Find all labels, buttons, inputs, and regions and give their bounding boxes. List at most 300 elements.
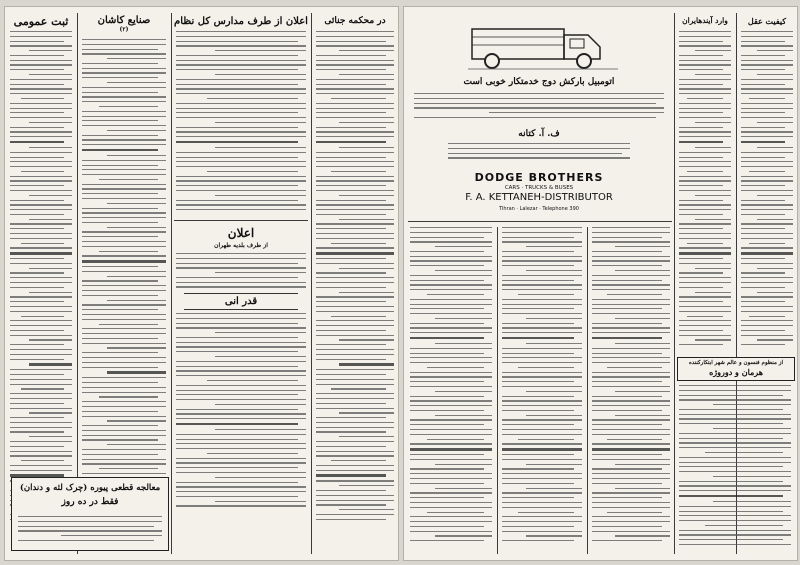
text-line — [176, 108, 306, 109]
text-line — [410, 251, 484, 252]
text-line — [82, 314, 166, 315]
text-line — [741, 41, 785, 42]
text-line — [607, 512, 662, 513]
text-line — [592, 232, 670, 233]
text-line — [10, 41, 64, 42]
text-line — [679, 414, 791, 415]
text-line — [410, 256, 492, 257]
text-line — [10, 93, 72, 94]
text-line — [316, 84, 386, 85]
text-line — [592, 313, 670, 314]
text-line — [679, 214, 723, 215]
text-line — [176, 209, 306, 210]
text-line — [207, 171, 298, 172]
text-line — [749, 171, 785, 172]
text-line — [10, 272, 64, 273]
text-line — [82, 425, 158, 426]
text-line — [695, 195, 731, 196]
text-line — [215, 50, 306, 51]
text-line — [215, 122, 306, 123]
text-line — [592, 284, 670, 285]
text-line — [679, 152, 731, 153]
text-line — [10, 180, 72, 181]
text-line — [82, 454, 158, 455]
text-line — [741, 55, 785, 56]
text-line — [99, 179, 158, 180]
text-line — [10, 359, 64, 360]
text-line — [10, 233, 72, 234]
text-line — [741, 330, 785, 331]
text-line — [435, 464, 492, 465]
text-line — [10, 36, 72, 37]
text-line — [592, 376, 670, 377]
text-line — [679, 534, 791, 535]
text-line — [316, 490, 386, 491]
text-line — [448, 157, 630, 158]
text-line — [592, 353, 662, 354]
text-line — [410, 357, 492, 358]
dodge-brothers-ad — [408, 11, 670, 217]
text-line — [10, 136, 72, 137]
truck-illustration — [468, 17, 618, 72]
text-line — [316, 60, 394, 61]
text-line — [592, 304, 670, 305]
text-line — [526, 535, 582, 536]
text-line — [316, 504, 386, 505]
text-line — [410, 483, 484, 484]
text-line — [82, 333, 166, 334]
text-line — [82, 193, 158, 194]
text-line — [316, 152, 394, 153]
text-line — [316, 108, 394, 109]
text-line — [713, 428, 791, 429]
text-line — [518, 439, 574, 440]
text-line — [410, 332, 492, 333]
text-line — [29, 436, 72, 437]
text-line — [705, 525, 783, 526]
text-line — [82, 241, 166, 242]
text-line — [592, 540, 662, 541]
text-line — [757, 195, 793, 196]
text-line — [10, 64, 72, 65]
text-line — [695, 268, 731, 269]
text-line — [82, 160, 166, 161]
text-line — [10, 258, 64, 259]
text-line — [435, 270, 492, 271]
text-line — [713, 404, 791, 405]
text-line — [176, 491, 306, 492]
text-line — [414, 93, 664, 94]
text-line — [757, 50, 793, 51]
text-line — [679, 238, 731, 239]
text-line — [410, 405, 492, 406]
text-line — [414, 117, 656, 118]
text-line — [502, 280, 574, 281]
text-line — [741, 93, 793, 94]
text-line — [679, 277, 731, 278]
text-line — [502, 376, 582, 377]
text-line — [82, 280, 158, 281]
column-subheading: (۲) — [119, 26, 129, 33]
text-line — [592, 251, 662, 252]
text-line — [435, 488, 492, 489]
text-line — [82, 101, 166, 102]
text-line — [316, 141, 386, 143]
text-line — [82, 367, 158, 368]
text-line — [316, 233, 394, 234]
text-line — [82, 139, 166, 140]
text-line — [679, 176, 731, 177]
text-line — [316, 252, 394, 254]
text-line — [741, 79, 793, 80]
text-line — [82, 285, 166, 286]
text-line — [502, 410, 574, 411]
text-line — [82, 435, 166, 436]
text-line — [526, 343, 582, 344]
text-line — [82, 217, 166, 218]
text-line — [502, 289, 582, 290]
text-line — [10, 88, 72, 89]
text-line — [410, 260, 492, 261]
text-line — [316, 36, 394, 37]
text-line — [679, 166, 731, 167]
text-line — [741, 103, 793, 104]
text-line — [176, 200, 298, 201]
text-line — [502, 241, 582, 242]
text-line — [679, 223, 731, 224]
text-line — [410, 232, 492, 233]
text-line — [316, 514, 394, 515]
text-line — [592, 424, 662, 425]
text-line — [502, 419, 582, 420]
text-line — [615, 464, 670, 465]
text-line — [339, 122, 394, 123]
text-line — [741, 311, 793, 312]
text-line — [695, 147, 731, 148]
text-line — [713, 476, 791, 477]
text-line — [316, 301, 386, 302]
text-line — [679, 228, 723, 229]
text-line — [316, 161, 394, 162]
text-line — [316, 384, 394, 385]
text-line — [339, 363, 394, 365]
text-line — [176, 41, 298, 42]
text-line — [176, 253, 306, 254]
text-line — [679, 433, 791, 434]
text-line — [679, 462, 791, 463]
text-line — [316, 403, 386, 404]
text-line — [410, 526, 484, 527]
text-line — [316, 190, 394, 191]
text-line — [176, 361, 306, 362]
text-line — [679, 209, 731, 210]
text-line — [502, 531, 582, 532]
text-line — [741, 31, 793, 32]
text-line — [410, 337, 484, 339]
text-line — [10, 166, 72, 167]
text-line — [741, 112, 785, 113]
text-line — [592, 265, 662, 266]
text-line — [176, 84, 298, 85]
ad-body-text — [414, 93, 664, 123]
text-line — [316, 344, 386, 345]
text-line — [331, 316, 386, 317]
text-line — [679, 263, 731, 264]
text-line — [427, 294, 484, 295]
text-line — [592, 410, 662, 411]
text-line — [18, 521, 162, 522]
text-line — [82, 188, 166, 189]
text-line — [502, 386, 582, 387]
text-line — [410, 348, 492, 349]
text-line — [679, 108, 731, 109]
text-line — [695, 292, 731, 293]
text-line — [410, 468, 484, 469]
text-line — [679, 399, 791, 400]
text-line — [741, 306, 793, 307]
text-line — [679, 45, 731, 46]
text-line — [316, 427, 394, 428]
text-line — [339, 292, 394, 293]
text-line — [29, 268, 72, 269]
text-line — [749, 316, 785, 317]
text-line — [435, 318, 492, 319]
text-line — [99, 251, 158, 252]
text-line — [176, 277, 298, 278]
text-line — [502, 400, 582, 401]
text-line — [592, 473, 670, 474]
text-line — [435, 343, 492, 344]
text-line — [448, 148, 630, 149]
body-text — [82, 39, 166, 509]
text-line — [82, 401, 166, 402]
text-line — [176, 413, 306, 414]
text-line — [526, 464, 582, 465]
text-line — [679, 301, 723, 302]
text-line — [741, 136, 793, 137]
text-line — [316, 277, 394, 278]
text-line — [316, 180, 394, 181]
text-line — [82, 255, 166, 256]
text-line — [687, 171, 723, 172]
text-line — [99, 324, 158, 325]
text-line — [502, 459, 582, 460]
text-line — [679, 161, 731, 162]
text-line — [316, 349, 394, 350]
text-line — [502, 468, 574, 469]
text-line — [82, 387, 166, 388]
text-line — [176, 112, 298, 113]
text-line — [215, 332, 306, 333]
text-line — [10, 354, 72, 355]
text-line — [592, 497, 662, 498]
text-line — [316, 93, 394, 94]
text-line — [741, 117, 793, 118]
text-line — [82, 111, 166, 112]
text-line — [410, 448, 492, 450]
column-heading: در محکمه جنائی — [324, 16, 386, 26]
text-line — [316, 311, 394, 312]
right-page — [403, 6, 798, 561]
text-line — [176, 409, 298, 410]
text-line — [615, 343, 670, 344]
text-line — [410, 459, 492, 460]
text-line — [502, 251, 574, 252]
text-line — [10, 204, 72, 205]
text-line — [82, 338, 158, 339]
text-line — [29, 292, 72, 293]
text-line — [29, 74, 72, 75]
text-line — [741, 296, 793, 297]
text-line — [176, 318, 306, 319]
text-line — [10, 320, 72, 321]
text-line — [679, 442, 791, 443]
text-line — [502, 357, 582, 358]
text-line — [679, 84, 723, 85]
text-line — [316, 258, 386, 259]
text-line — [502, 448, 582, 450]
text-line — [679, 69, 723, 70]
text-line — [592, 483, 662, 484]
text-line — [82, 236, 158, 237]
text-line — [10, 117, 72, 118]
text-line — [615, 488, 670, 489]
text-line — [316, 112, 386, 113]
text-line — [705, 452, 783, 453]
text-line — [592, 396, 662, 397]
text-line — [615, 415, 670, 416]
text-line — [679, 282, 731, 283]
text-line — [331, 243, 386, 244]
text-line — [502, 381, 574, 382]
text-line — [339, 268, 394, 269]
text-line — [741, 127, 785, 128]
text-line — [10, 238, 72, 239]
text-line — [410, 386, 492, 387]
text-line — [679, 272, 723, 273]
text-line — [215, 429, 306, 430]
text-line — [82, 352, 158, 353]
text-line — [82, 120, 158, 121]
text-line — [10, 209, 72, 210]
text-line — [10, 263, 72, 264]
text-line — [615, 391, 670, 392]
text-line — [592, 492, 670, 493]
text-line — [21, 388, 64, 389]
text-line — [741, 344, 785, 345]
text-line — [410, 275, 492, 276]
text-line — [316, 369, 394, 370]
text-line — [316, 330, 386, 331]
text-line — [502, 429, 582, 430]
text-line — [741, 209, 793, 210]
text-line — [592, 337, 662, 339]
text-line — [10, 190, 72, 191]
text-line — [592, 443, 670, 444]
ad-headline: معالجه قطعی پیوره (چرک لثه و دندان) — [19, 483, 161, 493]
body-text — [741, 31, 793, 351]
text-line — [410, 516, 492, 517]
text-line — [176, 458, 306, 459]
text-line — [502, 265, 574, 266]
text-line — [10, 441, 72, 442]
text-line — [502, 275, 582, 276]
text-line — [316, 247, 394, 248]
text-line — [410, 454, 484, 455]
text-line — [526, 270, 582, 271]
text-line — [176, 439, 298, 440]
text-line — [316, 287, 386, 288]
text-line — [679, 190, 731, 191]
text-line — [741, 214, 785, 215]
text-line — [176, 399, 306, 400]
text-line — [99, 106, 158, 107]
text-line — [176, 93, 306, 94]
text-line — [21, 316, 64, 317]
text-line — [316, 325, 394, 326]
text-line — [410, 227, 492, 228]
text-line — [592, 348, 670, 349]
text-line — [10, 296, 72, 297]
text-line — [679, 539, 783, 540]
text-line — [10, 31, 72, 32]
text-line — [502, 502, 582, 503]
text-line — [10, 393, 72, 394]
text-line — [410, 396, 484, 397]
text-line — [107, 420, 166, 421]
body-text — [176, 313, 306, 513]
text-line — [502, 313, 582, 314]
text-line — [679, 409, 783, 410]
text-line — [176, 370, 306, 371]
text-line — [176, 434, 306, 435]
text-line — [679, 55, 723, 56]
text-line — [502, 260, 582, 261]
text-line — [410, 478, 492, 479]
text-line — [502, 256, 582, 257]
box-heading: از منظوم فنسون و عالم شهر ابتکارکننده — [688, 360, 784, 366]
text-line — [316, 398, 394, 399]
text-line — [215, 477, 306, 478]
text-line — [741, 204, 793, 205]
text-line — [10, 161, 72, 162]
text-line — [82, 165, 158, 166]
text-line — [741, 60, 793, 61]
text-line — [502, 540, 574, 541]
text-line — [331, 171, 386, 172]
text-line — [502, 526, 574, 527]
text-line — [414, 98, 664, 99]
text-line — [176, 141, 298, 143]
text-line — [176, 462, 306, 463]
text-line — [316, 282, 394, 283]
text-line — [502, 483, 574, 484]
text-line — [502, 372, 582, 373]
text-line — [10, 374, 64, 375]
text-line — [679, 258, 723, 259]
text-line — [316, 209, 394, 210]
section-subheading: از طرف بلدیه طهران — [214, 242, 268, 249]
text-line — [82, 449, 166, 450]
brand-subtitle: CARS · TRUCKS & BUSES — [504, 185, 574, 191]
text-line — [176, 482, 298, 483]
text-line — [176, 166, 306, 167]
text-line — [339, 50, 394, 51]
text-line — [215, 74, 306, 75]
text-line — [592, 419, 670, 420]
text-line — [592, 362, 670, 363]
column-heading: وارد آیندهایران — [682, 16, 728, 25]
